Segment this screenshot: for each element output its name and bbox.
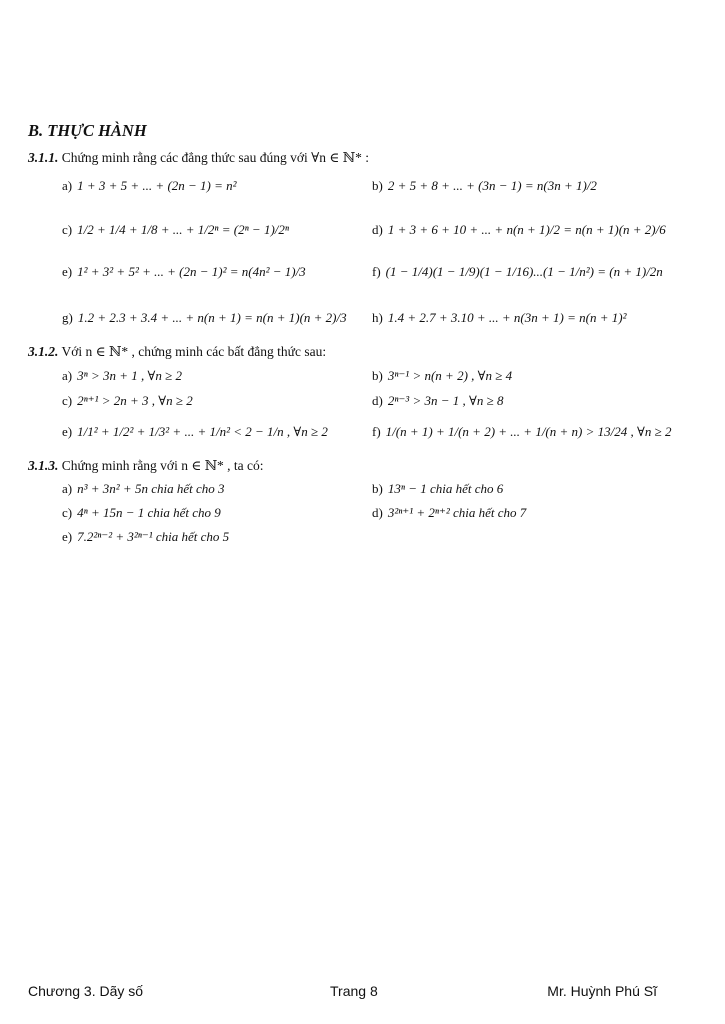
ineq-2e: e) 1/1² + 1/2² + 1/3² + ... + 1/n² < 2 − 1/n , ∀n ≥ 2 [62, 424, 328, 439]
problem-label: 3.1.1. [28, 150, 59, 165]
ineq-2c: c) 2ⁿ⁺¹ > 2n + 3 , ∀n ≥ 2 [62, 393, 193, 408]
section-title: B. THỰC HÀNH [28, 121, 147, 140]
footer-author: Mr. Huỳnh Phú Sĩ [547, 983, 657, 999]
div-3e: e) 7.2²ⁿ⁻² + 3²ⁿ⁻¹ chia hết cho 5 [62, 529, 230, 544]
problem-label: 3.1.3. [28, 458, 59, 473]
eq-1b: b) 2 + 5 + 8 + ... + (3n − 1) = n(3n + 1)/2 [372, 178, 597, 193]
problem-text: Chứng minh rằng với n ∈ ℕ* , ta có: [61, 458, 264, 473]
problem-3-1-2-heading [28, 344, 326, 360]
problem-3-1-3-heading [28, 458, 264, 474]
eq-1d: d) 1 + 3 + 6 + 10 + ... + n(n + 1)/2 = n(n + 1)(n + 2)/6 [372, 222, 666, 237]
ineq-2b: b) 3ⁿ⁻¹ > n(n + 2) , ∀n ≥ 4 [372, 368, 513, 383]
eq-1c: c) 1/2 + 1/4 + 1/8 + ... + 1/2ⁿ = (2ⁿ − 1)/2ⁿ [62, 222, 289, 237]
footer-page-number: Trang 8 [330, 983, 378, 999]
ineq-2d: d) 2ⁿ⁻³ > 3n − 1 , ∀n ≥ 8 [372, 393, 504, 408]
div-3b: b) 13ⁿ − 1 chia hết cho 6 [372, 481, 504, 496]
problem-text: Với n ∈ ℕ* , chứng minh các bất đẳng thức sau: [61, 344, 327, 359]
problem-text: Chứng minh rằng các đẳng thức sau đúng với ∀n ∈ ℕ* : [61, 150, 369, 165]
problem-3-1-1-heading [28, 150, 369, 166]
ineq-2a: a) 3ⁿ > 3n + 1 , ∀n ≥ 2 [62, 368, 182, 383]
eq-1h: h) 1.4 + 2.7 + 3.10 + ... + n(3n + 1) = n(n + 1)² [372, 310, 627, 325]
eq-1e: e) 1² + 3² + 5² + ... + (2n − 1)² = n(4n² − 1)/3 [62, 264, 306, 279]
div-3c: c) 4ⁿ + 15n − 1 chia hết cho 9 [62, 505, 221, 520]
div-3a: a) n³ + 3n² + 5n chia hết cho 3 [62, 481, 225, 496]
footer-chapter: Chương 3. Dãy số [28, 983, 144, 999]
eq-1g: g) 1.2 + 2.3 + 3.4 + ... + n(n + 1) = n(n + 1)(n + 2)/3 [62, 310, 347, 325]
eq-1f: f) (1 − 1/4)(1 − 1/9)(1 − 1/16)...(1 − 1/n²) = (n + 1)/2n [372, 264, 663, 279]
div-3d: d) 3²ⁿ⁺¹ + 2ⁿ⁺² chia hết cho 7 [372, 505, 527, 520]
eq-1a: a) 1 + 3 + 5 + ... + (2n − 1) = n² [62, 178, 237, 193]
problem-label: 3.1.2. [28, 344, 59, 359]
ineq-2f: f) 1/(n + 1) + 1/(n + 2) + ... + 1/(n + n) > 13/24 , ∀n ≥ 2 [372, 424, 672, 439]
